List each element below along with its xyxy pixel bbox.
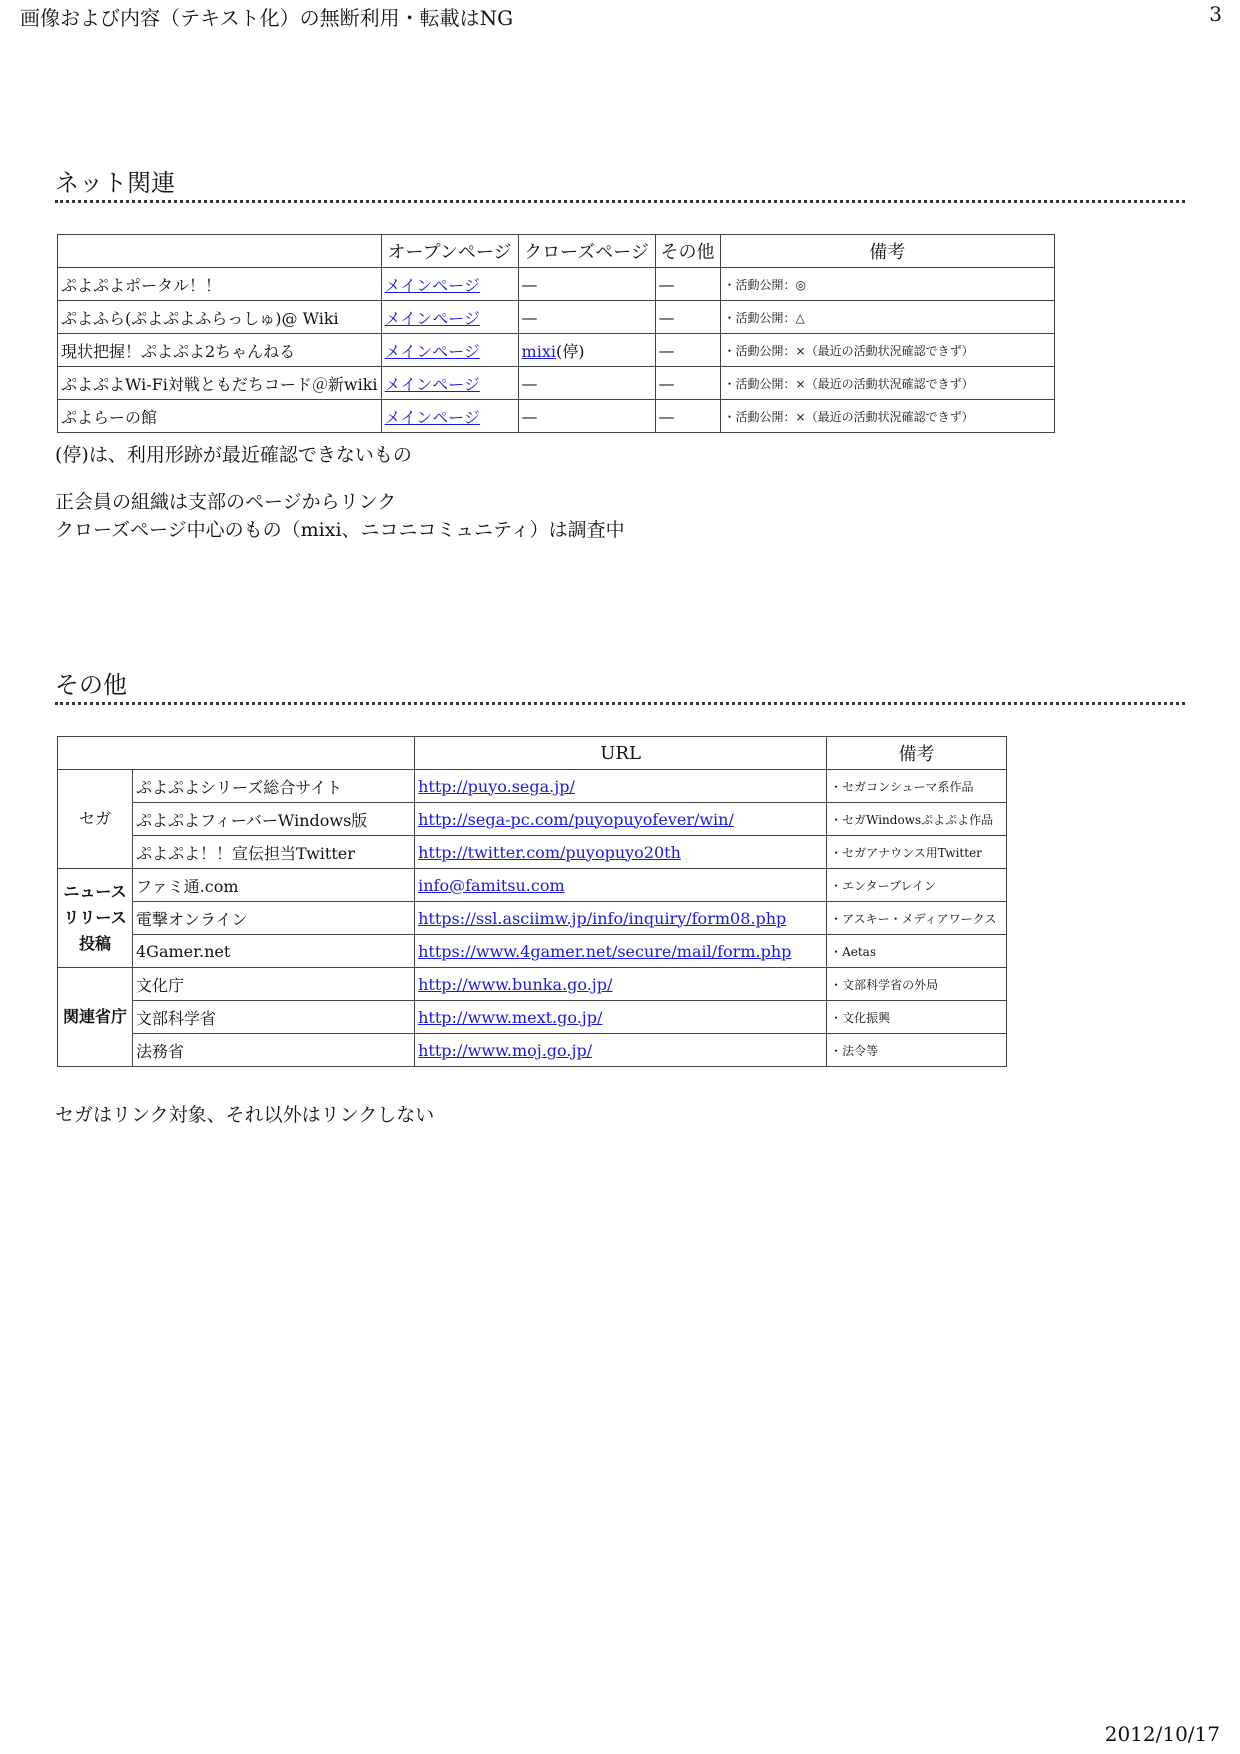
other-url-cell [415,869,827,902]
url-link[interactable]: info@famitsu.com [418,875,565,895]
net-other-cell: — [655,268,720,301]
net-note-cell: ・活動公開：△ [720,301,1054,334]
net-table-row [58,367,1055,400]
other-note-cell: ・文化振興 [827,1001,1007,1034]
net-note-line2: クローズページ中心のもの（mixi、ニコニコミュニティ）は調査中 [55,519,625,541]
other-note-cell: ・Aetas [827,935,1007,968]
url-link[interactable]: https://www.4gamer.net/secure/mail/form.php [418,941,792,961]
net-open-cell [381,301,518,334]
net-other-cell: — [655,400,720,433]
other-site-name: 電撃オンライン [133,902,415,935]
net-col-open-header: オープンページ [381,235,518,268]
other-url-cell [415,1034,827,1067]
net-note-cell: ・活動公開：×（最近の活動状況確認できず） [720,400,1054,433]
other-url-cell [415,902,827,935]
other-table-row [58,902,1007,935]
net-note-cell: ・活動公開：×（最近の活動状況確認できず） [720,334,1054,367]
net-site-name: ぷよぷよポータル！！ [58,268,382,301]
close-dash: — [521,406,538,426]
other-url-cell [415,770,827,803]
url-link[interactable]: http://twitter.com/puyopuyo20th [418,842,681,862]
other-site-name: ファミ通.com [133,869,415,902]
other-note-cell: ・アスキー・メディアワークス [827,902,1007,935]
other-site-name: ぷよぷよフィーバーWindows版 [133,803,415,836]
other-note-cell: ・セガWindowsぷよぷよ作品 [827,803,1007,836]
net-close-cell [518,301,655,334]
other-table-row [58,770,1007,803]
net-table-row [58,400,1055,433]
net-links-table [57,234,1055,433]
net-other-cell: — [655,367,720,400]
url-link[interactable]: http://www.bunka.go.jp/ [418,974,613,994]
other-note-cell: ・セガコンシューマ系作品 [827,770,1007,803]
other-col-url-header: URL [415,737,827,770]
other-url-cell [415,836,827,869]
section-title-other: その他 [55,670,1185,705]
main-page-link[interactable]: メインページ [384,341,480,361]
close-dash: — [521,373,538,393]
group-label-cell [58,869,133,968]
main-page-link[interactable]: メインページ [384,407,480,427]
net-col-other-header: その他 [655,235,720,268]
other-table-row [58,935,1007,968]
net-close-cell [518,367,655,400]
other-table-row [58,1001,1007,1034]
net-other-cell: — [655,301,720,334]
net-footnote: (停)は、利用形跡が最近確認できないもの [55,444,412,466]
other-site-name: 文部科学省 [133,1001,415,1034]
url-link[interactable]: http://sega-pc.com/puyopuyofever/win/ [418,809,734,829]
other-col-note-header: 備考 [827,737,1007,770]
close-dash: — [521,274,538,294]
document-header-title: 画像および内容（テキスト化）の無断利用・転載はNG [20,6,514,30]
other-site-name: ぷよぷよ！！宣伝担当Twitter [133,836,415,869]
group-label-cell [58,968,133,1067]
net-table-row [58,334,1055,367]
net-note-line1: 正会員の組織は支部のページからリンク [55,491,397,513]
net-col-note-header: 備考 [720,235,1054,268]
other-table-header-row [58,737,1007,770]
net-site-name: 現状把握！ぷよぷよ2ちゃんねる [58,334,382,367]
url-link[interactable]: http://www.mext.go.jp/ [418,1007,603,1027]
net-open-cell [381,400,518,433]
url-link[interactable]: http://puyo.sega.jp/ [418,776,575,796]
net-close-cell [518,334,655,367]
net-table-header-row [58,235,1055,268]
other-table-row [58,968,1007,1001]
net-open-cell [381,268,518,301]
net-other-cell: — [655,334,720,367]
suspended-marker: (停) [555,341,585,361]
other-site-name: 文化庁 [133,968,415,1001]
other-table-row [58,1034,1007,1067]
other-table-row [58,836,1007,869]
other-note-cell: ・セガアナウンス用Twitter [827,836,1007,869]
close-dash: — [521,307,538,327]
net-open-cell [381,367,518,400]
other-site-name: 法務省 [133,1034,415,1067]
net-table-row [58,268,1055,301]
main-page-link[interactable]: メインページ [384,308,480,328]
other-url-cell [415,935,827,968]
page-number: 3 [1209,2,1222,26]
other-links-table [57,736,1007,1067]
other-note-cell: ・法令等 [827,1034,1007,1067]
net-note-cell: ・活動公開：×（最近の活動状況確認できず） [720,367,1054,400]
net-close-cell [518,268,655,301]
other-url-cell [415,803,827,836]
url-link[interactable]: http://www.moj.go.jp/ [418,1040,593,1060]
net-note-cell: ・活動公開：◎ [720,268,1054,301]
section-title-net: ネット関連 [55,168,1185,203]
other-site-name: ぷよぷよシリーズ総合サイト [133,770,415,803]
group-label: 関連省庁 [62,1007,127,1026]
main-page-link[interactable]: メインページ [384,275,480,295]
net-open-cell [381,334,518,367]
main-page-link[interactable]: メインページ [384,374,480,394]
other-site-name: 4Gamer.net [133,935,415,968]
other-note-cell: ・エンターブレイン [827,869,1007,902]
group-label: ニュース リリース 投稿 [63,882,127,953]
group-label: セガ [78,809,111,828]
other-url-cell [415,1001,827,1034]
net-col-close-header: クローズページ [518,235,655,268]
net-site-name: ぷよらーの館 [58,400,382,433]
net-site-name: ぷよふら(ぷよぷよふらっしゅ)@ Wiki [58,301,382,334]
url-link[interactable]: https://ssl.asciimw.jp/info/inquiry/form08.php [418,908,787,928]
other-url-cell [415,968,827,1001]
mixi-link[interactable]: mixi [521,341,556,361]
net-close-cell [518,400,655,433]
net-table-row [58,301,1055,334]
footer-date: 2012/10/17 [1104,1722,1220,1746]
other-note-cell: ・文部科学省の外局 [827,968,1007,1001]
other-table-row [58,869,1007,902]
other-col-name-header [58,737,415,770]
group-label-cell [58,770,133,869]
net-col-name-header [58,235,382,268]
other-table-row [58,803,1007,836]
other-note-line: セガはリンク対象、それ以外はリンクしない [55,1104,435,1126]
net-site-name: ぷよぷよWi-Fi対戦ともだちコード＠新wiki [58,367,382,400]
